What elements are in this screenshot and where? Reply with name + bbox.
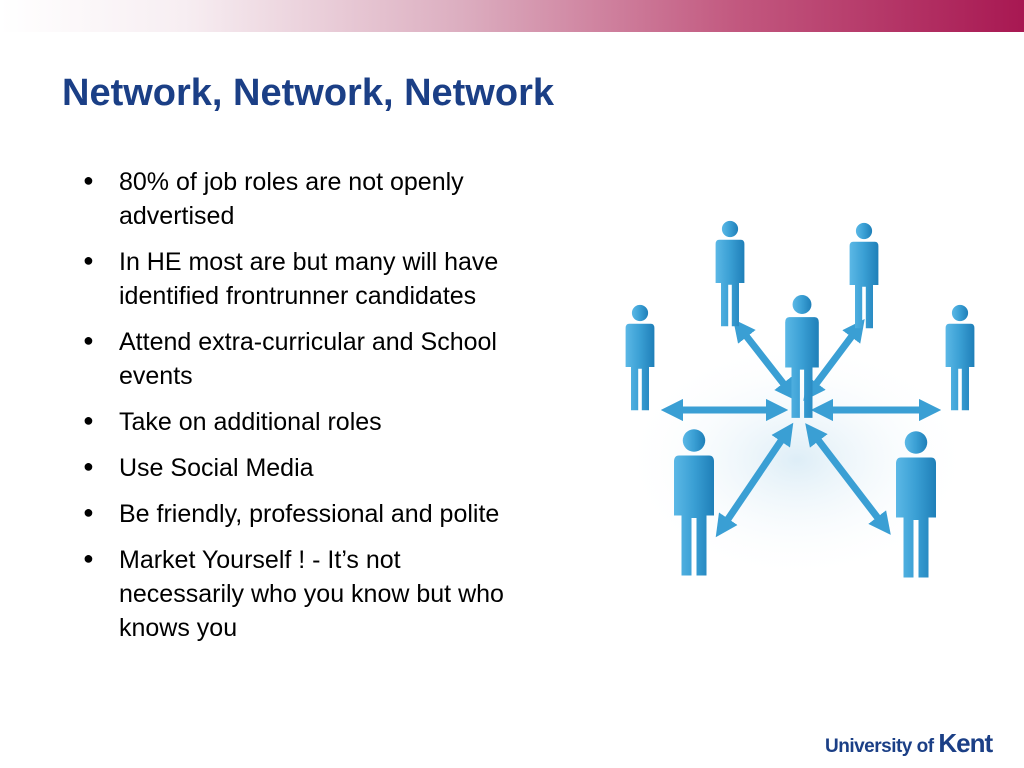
bullet-line: Take on additional roles [119, 408, 382, 436]
bullet-line: necessarily who you know but who [119, 580, 504, 608]
slide-title: Network, Network, Network [62, 72, 554, 114]
bullet-item [78, 497, 578, 531]
bullet-dot-icon: ● [83, 456, 94, 476]
bullet-item [78, 165, 578, 233]
bullet-line: identified frontrunner candidates [119, 282, 477, 310]
person-figure [946, 305, 975, 410]
bullet-dot-icon: ● [83, 502, 94, 522]
bullet-item [78, 451, 578, 485]
bullet-line: events [119, 362, 193, 390]
logo-name: Kent [938, 728, 993, 758]
bullet-line: Be friendly, professional and polite [119, 500, 500, 528]
bullet-dot-icon: ● [83, 330, 94, 350]
bullet-line: advertised [119, 202, 235, 230]
bullet-dot-icon: ● [83, 250, 94, 270]
bullet-line: 80% of job roles are not openly [119, 168, 464, 196]
bullet-item [78, 325, 578, 393]
bullet-line: knows you [119, 614, 238, 642]
bullet-line: Use Social Media [119, 454, 314, 482]
logo-prefix: University of [825, 736, 939, 757]
bullet-dot-icon: ● [83, 170, 94, 190]
university-logo [825, 728, 992, 760]
bullet-item [78, 405, 578, 439]
network-people-illustration [612, 210, 982, 595]
bullet-line: In HE most are but many will have [119, 248, 499, 276]
bullet-dot-icon: ● [83, 410, 94, 430]
bullet-item [78, 245, 578, 313]
bullet-item [78, 543, 578, 645]
bullet-dot-icon: ● [83, 548, 94, 568]
person-figure [626, 305, 655, 410]
top-gradient-band [0, 0, 1024, 32]
bullet-list [78, 165, 578, 657]
person-figure [850, 223, 879, 328]
person-figure [716, 221, 745, 326]
bullet-line: Attend extra-curricular and School [119, 328, 497, 356]
bullet-line: Market Yourself ! - It’s not [119, 546, 401, 574]
